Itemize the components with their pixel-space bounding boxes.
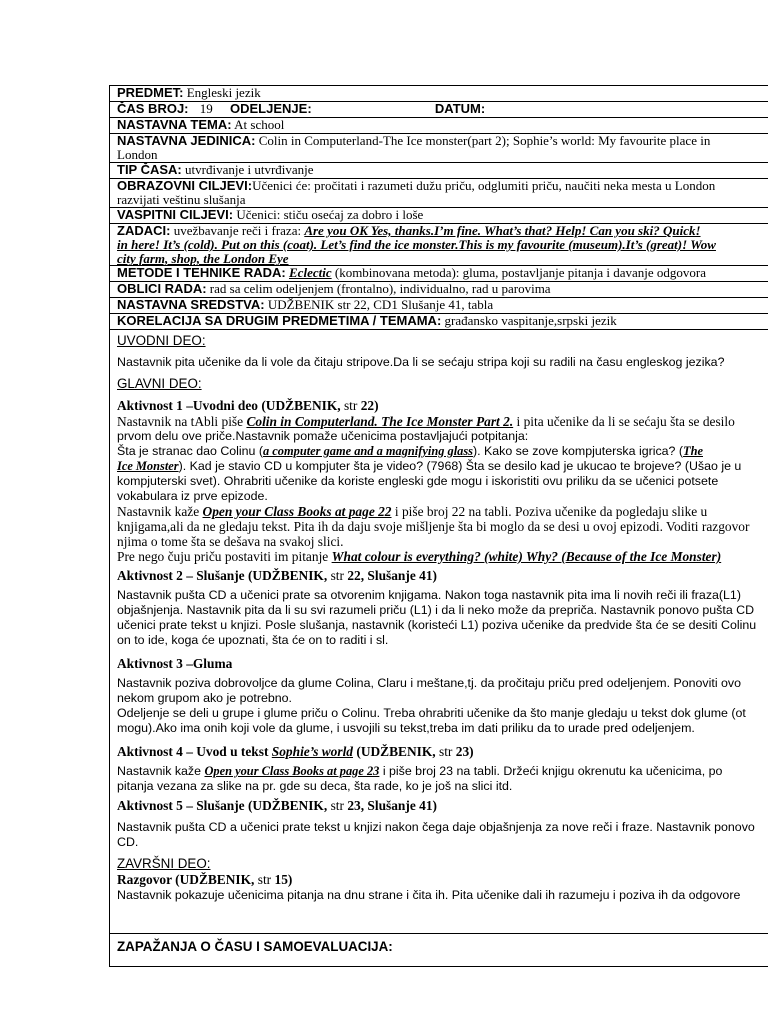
- activity-1-line: prvom delu ove priče.Nastavnik pomaže učenicima postavljajući potpitanja:: [117, 429, 529, 443]
- activity-1-heading: Aktivnost 1 –Uvodni deo (UDŽBENIK, str 22): [117, 398, 379, 413]
- zadaci-line1: Are you OK Yes, thanks.I’m fine. What’s that? Help! Can you ski? Quick!: [304, 224, 701, 238]
- activity-1-line: Nastavnik kaže Open your Class Books at page 22 i piše broj 22 na tabli. Poziva učenike da pogledaju slike u: [117, 504, 708, 519]
- obrazovni-label: OBRAZOVNI CILJEVI:: [117, 179, 253, 193]
- activity-3-line: nekom grupom ako je potrebno.: [117, 691, 292, 705]
- activity-2-line: objašnjenja. Nastavnik pita da li su svi razumeli priču (L1) i da li neko može da prepriča. Nastavnik ponovo pušta CD: [117, 603, 755, 617]
- activity-1-line: Nastavnik na tAbli piše Colin in Computerland. The Ice Monster Part 2. i pita učenike da li se sećaju šta se desilo: [117, 414, 735, 429]
- zapazanja-label: ZAPAŽANJA O ČASU I SAMOEVALUACIJA:: [117, 939, 393, 954]
- razgovor-line: Nastavnik pokazuje učenicima pitanja na dnu strane i čita ih. Pita učenike dali ih razumeju i poziva ih da odgovore: [117, 888, 741, 902]
- vaspitni-value: Učenici: stiču osećaj za dobro i loše: [236, 208, 424, 222]
- activity-3-heading: Aktivnost 3 –Gluma: [117, 656, 233, 671]
- metode-em: Eclectic: [289, 266, 332, 280]
- korelacija-label: KORELACIJA SA DRUGIM PREDMETIMA / TEMAMA:: [117, 314, 442, 328]
- zadaci-line2: in here! It’s (cold). Put on this (coat). Let’s find the ice monster.This is my favourite (museum).It’s (great)! Wow: [117, 237, 716, 252]
- row-oblici: [110, 282, 768, 298]
- activity-2-line: on to ide, koga će upoznati, šta će on to raditi i sl.: [117, 633, 389, 647]
- predmet-value: Engleski jezik: [186, 86, 261, 100]
- lesson-body: [110, 330, 768, 934]
- activity-5-heading: Aktivnost 5 – Slušanje (UDŽBENIK, str 23, Slušanje 41): [117, 798, 437, 813]
- jedinica-line1: Colin in Computerland-The Ice monster(part 2); Sophie’s world: My favourite place in: [258, 134, 711, 148]
- row-jedinica: [110, 134, 768, 163]
- metode-label: METODE I TEHNIKE RADA:: [117, 266, 286, 280]
- activity-1-line: kompjuterski svet). Ohrabriti učenike da koriste engleski gde mogu i iskoristiti ovu priliku da se učenici potsete: [117, 474, 719, 488]
- jedinica-label: NASTAVNA JEDINICA:: [117, 134, 256, 148]
- row-obrazovni: [110, 179, 768, 208]
- tema-value: At school: [234, 118, 285, 132]
- zavrsni-title: ZAVRŠNI DEO:: [117, 856, 211, 871]
- obrazovni-line2: razvijati veštinu slušanja: [117, 192, 246, 207]
- uvodni-text: Nastavnik pita učenike da li vole da čitaju stripove.Da li se sećaju stripa koji su radili na času engleskog jezika?: [117, 355, 725, 369]
- zadaci-label: ZADACI:: [117, 224, 171, 238]
- activity-4-line: pitanja vezana za slike na pr. gde su deca, šta rade, ko je još na slici itd.: [117, 779, 513, 793]
- uvodni-title: UVODNI DEO:: [117, 333, 206, 348]
- row-korelacija: [110, 314, 768, 330]
- sredstva-label: NASTAVNA SREDSTVA:: [117, 298, 265, 312]
- jedinica-line2: London: [117, 147, 158, 162]
- row-metode: [110, 266, 768, 282]
- activity-2-line: učenici prate tekst u knjizi. Posle slušanja, nastavnik (koristeći L1) poziva učenike da predvide šta će se desiti Colinu: [117, 618, 757, 632]
- row-tip: [110, 163, 768, 179]
- razgovor-heading: Razgovor (UDŽBENIK, str 15): [117, 872, 293, 887]
- activity-1-line: vokabulara iz prve epizode.: [117, 489, 268, 503]
- activity-3-line: mogu).Ako ima onih koji vole da glume, i usvojili su tekst,treba im dati priliku da to urade pred odeljenjem.: [117, 721, 695, 735]
- zadaci-intro: uvežbavanje reči i fraza:: [173, 224, 302, 238]
- activity-5-line: CD.: [117, 835, 139, 849]
- cas-label: ČAS BROJ:: [117, 102, 189, 116]
- row-zadaci: [110, 224, 768, 266]
- activity-1-line: knjigama,ali da ne gledaju tekst. Pita ih da daju svoje mišljenje šta bi moglo da se desi u ovoj epizodi. Voditi razgovor: [117, 519, 750, 534]
- zadaci-line3: city farm, shop, the London Eye: [117, 251, 289, 266]
- activity-2-heading: Aktivnost 2 – Slušanje (UDŽBENIK, str 22, Slušanje 41): [117, 568, 437, 583]
- datum-label: DATUM:: [434, 102, 486, 116]
- lesson-plan-table: [109, 85, 768, 967]
- activity-1-line: njima o tome šta se dešava na svakoj slici.: [117, 534, 344, 549]
- activity-4-heading: Aktivnost 4 – Uvod u tekst Sophie’s world (UDŽBENIK, str 23): [117, 744, 474, 759]
- tema-label: NASTAVNA TEMA:: [117, 118, 232, 132]
- row-predmet: [110, 86, 768, 102]
- oblici-label: OBLICI RADA:: [117, 282, 207, 296]
- activity-1-line: Šta je stranac dao Colinu (a computer game and a magnifying glass). Kako se zove kompjuterska igrica? (The: [117, 444, 703, 458]
- activity-5-line: Nastavnik pušta CD a učenici prate tekst u knjizi nakon čega daje objašnjenja za nove reči i fraze. Nastavnik ponovo: [117, 820, 755, 834]
- obrazovni-line1: Učenici će: pročitati i razumeti dužu priču, odglumiti priču, naučiti neka mesta u London: [252, 179, 716, 193]
- cas-value: 19: [199, 102, 213, 116]
- activity-3-line: Odeljenje se deli u grupe i glume priču o Colinu. Treba ohrabriti učenike da što manje gledaju u tekst dok glume (ot: [117, 706, 746, 720]
- row-vaspitni: [110, 208, 768, 224]
- activity-2-line: Nastavnik pušta CD a učenici prate sa otvorenim knjigama. Nakon toga nastavnik pita ima li novih reči ili fraza(L1): [117, 588, 741, 602]
- row-tema: [110, 118, 768, 134]
- activity-4-line: Nastavnik kaže Open your Class Books at page 23 i piše broj 23 na tabli. Držeći knjigu okrenutu ka učenicima, po: [117, 764, 723, 778]
- tip-value: utvrđivanje i utvrđivanje: [185, 163, 314, 177]
- vaspitni-label: VASPITNI CILJEVI:: [117, 208, 234, 222]
- odeljenje-label: ODELJENJE:: [230, 102, 312, 116]
- tip-label: TIP ČASA:: [117, 163, 182, 177]
- activity-3-line: Nastavnik poziva dobrovoljce da glume Colina, Claru i meštane,tj. da pročitaju priču pred odeljenjem. Ponoviti ovo: [117, 676, 741, 690]
- metode-value: (kombinovana metoda): gluma, postavljanje pitanja i davanje odgovora: [334, 266, 706, 280]
- sredstva-value: UDŽBENIK str 22, CD1 Slušanje 41, tabla: [267, 298, 494, 312]
- korelacija-value: građansko vaspitanje,srpski jezik: [444, 314, 617, 328]
- activity-1-line: Ice Monster). Kad je stavio CD u kompjuter šta je video? (7968) Šta se desilo kad je ukucao te brojeve? (Ušao je u: [117, 459, 742, 473]
- row-cas: [110, 102, 768, 118]
- row-sredstva: [110, 298, 768, 314]
- row-zapazanja: [110, 934, 768, 967]
- predmet-label: PREDMET:: [117, 86, 184, 100]
- glavni-title: GLAVNI DEO:: [117, 376, 202, 391]
- oblici-value: rad sa celim odeljenjem (frontalno), individualno, rad u parovima: [209, 282, 551, 296]
- activity-1-line: Pre nego čuju priču postaviti im pitanje What colour is everything? (white) Why? (Because of the Ice Monster): [117, 549, 722, 564]
